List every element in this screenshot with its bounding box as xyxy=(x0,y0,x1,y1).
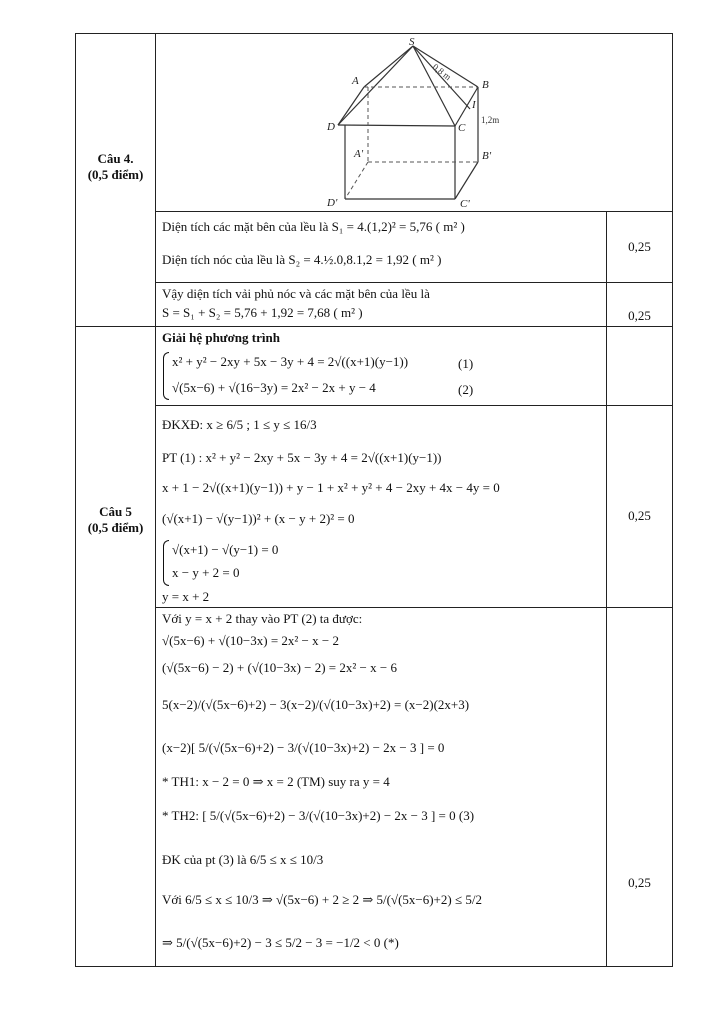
system-brace xyxy=(163,352,169,400)
label-a-prime: A' xyxy=(354,148,364,160)
score-cau5-1: 0,25 xyxy=(628,508,651,523)
solution-line: (√(5x−6) − 2) + (√(10−3x) − 2) = 2x² − x − 6 xyxy=(162,660,397,675)
slant-label: 0,8 m xyxy=(430,61,454,83)
solution-line: (x−2)[ 5/(√(5x−6)+2) − 3/(√(10−3x)+2) − 2x − 3 ] = 0 xyxy=(162,740,445,755)
question-4-label: Câu 4. xyxy=(97,151,134,166)
label-b: B xyxy=(482,79,489,91)
table-border-bottom xyxy=(75,966,673,967)
solution-line: √(x+1) − √(y−1) = 0 xyxy=(172,542,279,557)
height-label: 1,2m xyxy=(481,115,500,125)
score-cau4-1: 0,25 xyxy=(628,239,651,254)
label-d: D xyxy=(327,121,335,133)
equation-1-tag: (1) xyxy=(458,356,474,371)
lateral-area-line: Diện tích các mặt bên của lều là S₁ = 4.(1,2)² = 5,76 ( m² ) xyxy=(162,219,465,234)
solution-line: y = x + 2 xyxy=(162,589,210,604)
tent-figure xyxy=(300,36,520,208)
solution-line: Với 6/5 ≤ x ≤ 10/3 ⇒ √(5x−6) + 2 ≥ 2 ⇒ 5/(√(5x−6)+2) ≤ 5/2 xyxy=(162,892,482,907)
row-divider xyxy=(155,211,673,212)
label-d-prime: D' xyxy=(327,197,338,208)
solution-line: x − y + 2 = 0 xyxy=(172,565,240,580)
solution-line: * TH2: [ 5/(√(5x−6)+2) − 3/(√(10−3x)+2) − 2x − 3 ] = 0 (3) xyxy=(162,808,475,823)
label-b-prime: B' xyxy=(482,150,492,162)
equation-2: √(5x−6) + √(16−3y) = 2x² − 2x + y − 4 xyxy=(172,380,376,395)
solution-line: Với y = x + 2 thay vào PT (2) ta được: xyxy=(162,611,363,626)
label-c: C xyxy=(458,122,466,134)
hidden-edge-a1d1 xyxy=(345,162,368,199)
solution-line: * TH1: x − 2 = 0 ⇒ x = 2 (TM) suy ra y = 4 xyxy=(162,774,390,789)
solution-line: ⇒ 5/(√(5x−6)+2) − 3 ≤ 5/2 − 3 = −1/2 < 0 (*) xyxy=(162,935,399,950)
table-border-right xyxy=(672,33,673,966)
roof-edge-sa xyxy=(364,46,413,87)
question-4-points: (0,5 điểm) xyxy=(87,167,144,182)
score-cau4-2: 0,25 xyxy=(628,308,651,323)
score-cau5-2: 0,25 xyxy=(628,875,651,890)
row-divider xyxy=(155,405,673,406)
label-i: I xyxy=(472,99,476,111)
equation-2-tag: (2) xyxy=(458,382,474,397)
solution-line: ĐK của pt (3) là 6/5 ≤ x ≤ 10/3 xyxy=(162,852,324,867)
row-divider xyxy=(155,282,673,283)
total-area-intro: Vậy diện tích vải phủ nóc và các mặt bên của lều là xyxy=(162,286,430,301)
label-c-prime: C' xyxy=(460,198,470,208)
solution-line: (√(x+1) − √(y−1))² + (x − y + 2)² = 0 xyxy=(162,511,355,526)
roof-area-line: Diện tích nóc của lều là S₂ = 4.½.0,8.1,2 = 1,92 ( m² ) xyxy=(162,252,442,267)
question-5-label: Câu 5 xyxy=(99,504,132,519)
edge-ad xyxy=(338,87,364,125)
edge-c1b1 xyxy=(455,162,478,199)
solution-line: PT (1) : x² + y² − 2xy + 5x − 3y + 4 = 2√((x+1)(y−1)) xyxy=(162,450,442,465)
total-area-result: S = S₁ + S₂ = 5,76 + 1,92 = 7,68 ( m² ) xyxy=(162,305,363,320)
table-border-top xyxy=(75,33,673,34)
label-a: A xyxy=(352,75,359,87)
solution-line: √(5x−6) + √(10−3x) = 2x² − x − 2 xyxy=(162,633,339,648)
section-divider xyxy=(75,326,673,327)
equation-1: x² + y² − 2xy + 5x − 3y + 4 = 2√((x+1)(y−1)) xyxy=(172,354,409,369)
column-divider xyxy=(155,33,156,966)
row-divider xyxy=(155,607,673,608)
roof-edge-sd xyxy=(338,46,413,125)
solution-line: 5(x−2)/(√(5x−6)+2) − 3(x−2)/(√(10−3x)+2) = (x−2)(2x+3) xyxy=(162,697,470,712)
system-brace-2 xyxy=(163,540,169,586)
solution-line: ĐKXĐ: x ≥ 6/5 ; 1 ≤ y ≤ 16/3 xyxy=(162,417,317,432)
solution-line: x + 1 − 2√((x+1)(y−1)) + y − 1 + x² + y² + 4 − 2xy + 4x − 4y = 0 xyxy=(162,480,500,495)
label-s: S xyxy=(409,36,415,48)
question-5-points: (0,5 điểm) xyxy=(87,520,144,535)
system-title: Giải hệ phương trình xyxy=(162,330,280,345)
score-column-divider xyxy=(606,211,607,966)
edge-dc xyxy=(338,125,455,126)
